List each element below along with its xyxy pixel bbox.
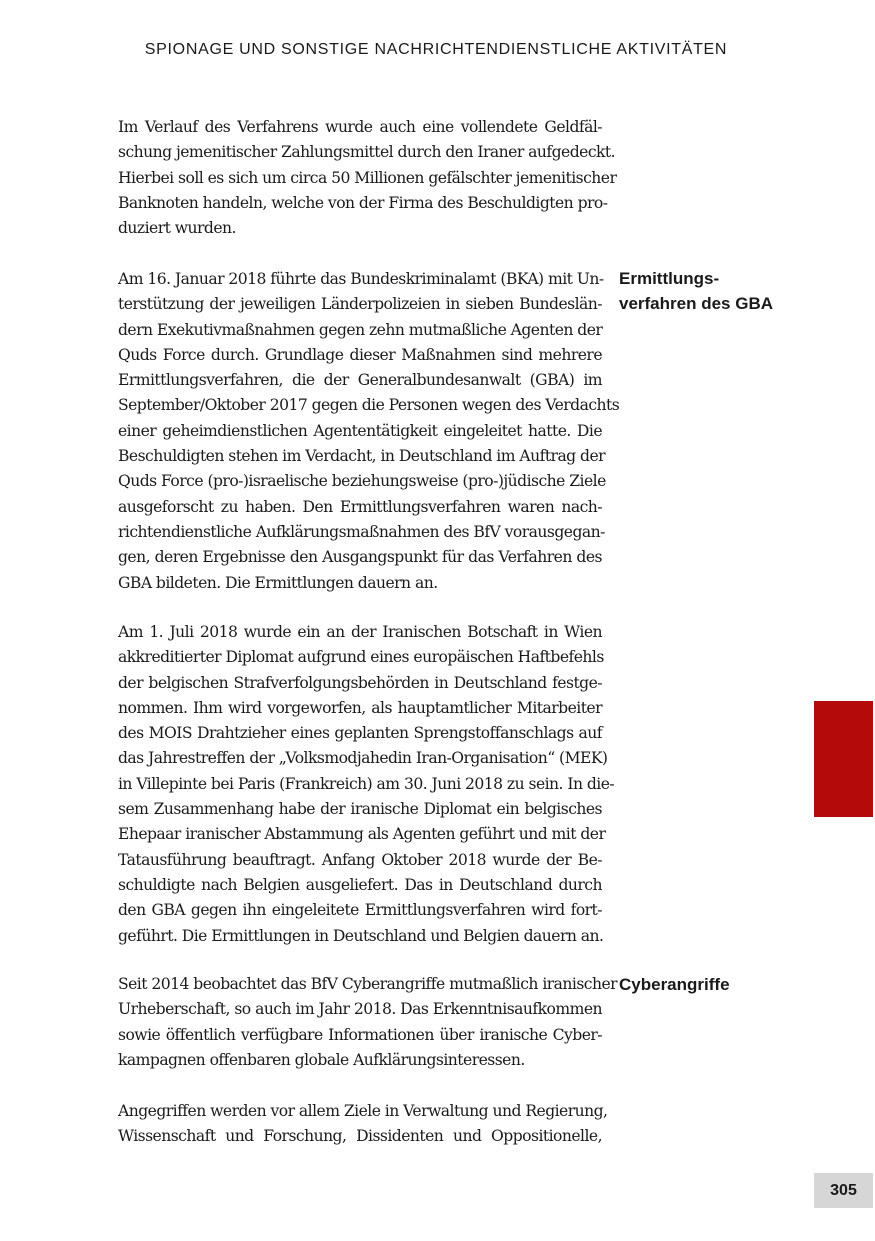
paragraph-bka-raids: [118, 267, 620, 596]
text-line: Urheberschaft, so auch im Jahr 2018. Das Erkenntnisaufkommen: [118, 1000, 602, 1019]
text-line: Quds Force durch. Grundlage dieser Maßnahmen sind mehrere: [118, 345, 602, 364]
chapter-tab-marker: [814, 701, 873, 817]
text-line: des MOIS Drahtzieher eines geplanten Sprengstoffanschlags auf: [118, 724, 602, 743]
text-line: Tatausführung beauftragt. Anfang Oktober 2018 wurde der Be-: [118, 850, 602, 869]
text-line: Im Verlauf des Verfahrens wurde auch eine vollendete Geldfäl-: [118, 118, 602, 136]
text-line: ausgeforscht zu haben. Den Ermittlungsverfahren waren nach-: [118, 497, 602, 516]
margin-note-line: Ermittlungs-: [619, 269, 720, 288]
text-line: den GBA gegen ihn eingeleitete Ermittlungsverfahren wird fort-: [118, 901, 602, 920]
text-line: Ermittlungsverfahren, die der Generalbundesanwalt (GBA) im: [118, 371, 602, 390]
text-line: in Villepinte bei Paris (Frankreich) am 30. Juni 2018 zu sein. In die-: [118, 774, 615, 793]
text-line: Quds Force (pro-)israelische beziehungsweise (pro-)jüdische Ziele: [118, 472, 606, 491]
text-line: terstützung der jeweiligen Länderpolizeien in sieben Bundeslän-: [118, 295, 602, 314]
text-line: einer geheimdienstlichen Agententätigkeit eingeleitet hatte. Die: [118, 421, 602, 440]
text-line: sowie öffentlich verfügbare Informationen über iranische Cyber-: [118, 1025, 602, 1044]
text-line: das Jahrestreffen der „Volksmodjahedin Iran-Organisation“ (MEK): [118, 749, 608, 768]
text-line: geführt. Die Ermittlungen in Deutschland und Belgien dauern an.: [118, 926, 604, 945]
margin-note-line: verfahren des GBA: [619, 294, 773, 313]
text-line: Am 16. Januar 2018 führte das Bundeskriminalamt (BKA) mit Un-: [118, 270, 604, 288]
margin-note-cyberattacks: [619, 972, 730, 997]
text-line: Seit 2014 beobachtet das BfV Cyberangriffe mutmaßlich iranischer: [118, 975, 618, 993]
text-line: schuldigte nach Belgien ausgeliefert. Das in Deutschland durch: [118, 875, 602, 894]
paragraph-cyber-targets: [118, 1099, 608, 1150]
margin-note-line: Cyberangriffe: [619, 975, 730, 994]
text-line: Ehepaar iranischer Abstammung als Agenten geführt und mit der: [118, 825, 606, 844]
text-line: kampagnen offenbaren globale Aufklärungsinteressen.: [118, 1050, 525, 1069]
text-line: Banknoten handeln, welche von der Firma des Beschuldigten pro-: [118, 193, 608, 212]
text-line: Angegriffen werden vor allem Ziele in Verwaltung und Regierung,: [118, 1102, 608, 1120]
text-line: gen, deren Ergebnisse den Ausgangspunkt für das Verfahren des: [118, 548, 602, 567]
text-line: dern Exekutivmaßnahmen gegen zehn mutmaßliche Agenten der: [118, 320, 603, 339]
text-line: Hierbei soll es sich um circa 50 Millionen gefälschter jemenitischer: [118, 168, 617, 187]
paragraph-diplomat-arrest: [118, 620, 615, 949]
text-line: Am 1. Juli 2018 wurde ein an der Iranischen Botschaft in Wien: [118, 623, 602, 641]
margin-note-gba-investigation: [619, 266, 773, 316]
text-line: Beschuldigten stehen im Verdacht, in Deutschland im Auftrag der: [118, 447, 606, 466]
text-line: sem Zusammenhang habe der iranische Diplomat ein belgisches: [118, 800, 602, 819]
text-line: duziert wurden.: [118, 219, 236, 238]
text-line: nommen. Ihm wird vorgeworfen, als hauptamtlicher Mitarbeiter: [118, 698, 602, 717]
page-number: 305: [814, 1173, 873, 1208]
text-line: der belgischen Strafverfolgungsbehörden in Deutschland festge-: [118, 673, 602, 692]
paragraph-counterfeit: [118, 115, 617, 241]
text-line: akkreditierter Diplomat aufgrund eines europäischen Haftbefehls: [118, 648, 604, 667]
paragraph-cyber-observation: [118, 972, 618, 1073]
text-line: September/Oktober 2017 gegen die Personen wegen des Verdachts: [118, 396, 620, 415]
text-line: richtendienstliche Aufklärungsmaßnahmen des BfV vorausgegan-: [118, 522, 605, 541]
running-header: SPIONAGE UND SONSTIGE NACHRICHTENDIENSTLICHE AKTIVITÄTEN: [144, 41, 728, 58]
text-line: GBA bildeten. Die Ermittlungen dauern an.: [118, 573, 438, 592]
text-line: schung jemenitischer Zahlungsmittel durch den Iraner aufgedeckt.: [118, 143, 616, 162]
text-line: Wissenschaft und Forschung, Dissidenten und Oppositionelle,: [118, 1127, 602, 1146]
